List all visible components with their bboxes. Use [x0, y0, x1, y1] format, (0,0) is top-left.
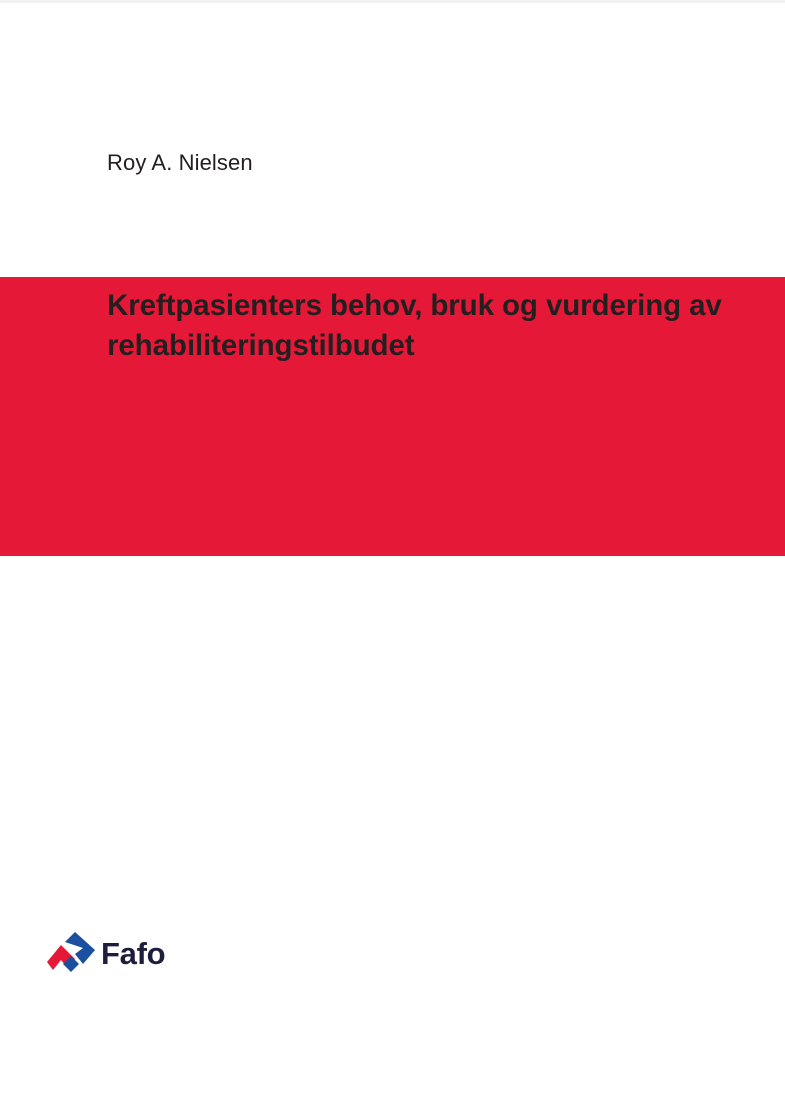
publisher-logo	[45, 932, 165, 974]
document-title: Kreftpasienters behov, bruk og vurdering av rehabiliteringstilbudet	[107, 289, 722, 362]
publisher-name: Fafo	[101, 935, 166, 971]
fafo-chevron-logo-icon	[45, 932, 97, 974]
author-name: Roy A. Nielsen	[107, 150, 253, 175]
page-top-edge	[0, 0, 785, 3]
